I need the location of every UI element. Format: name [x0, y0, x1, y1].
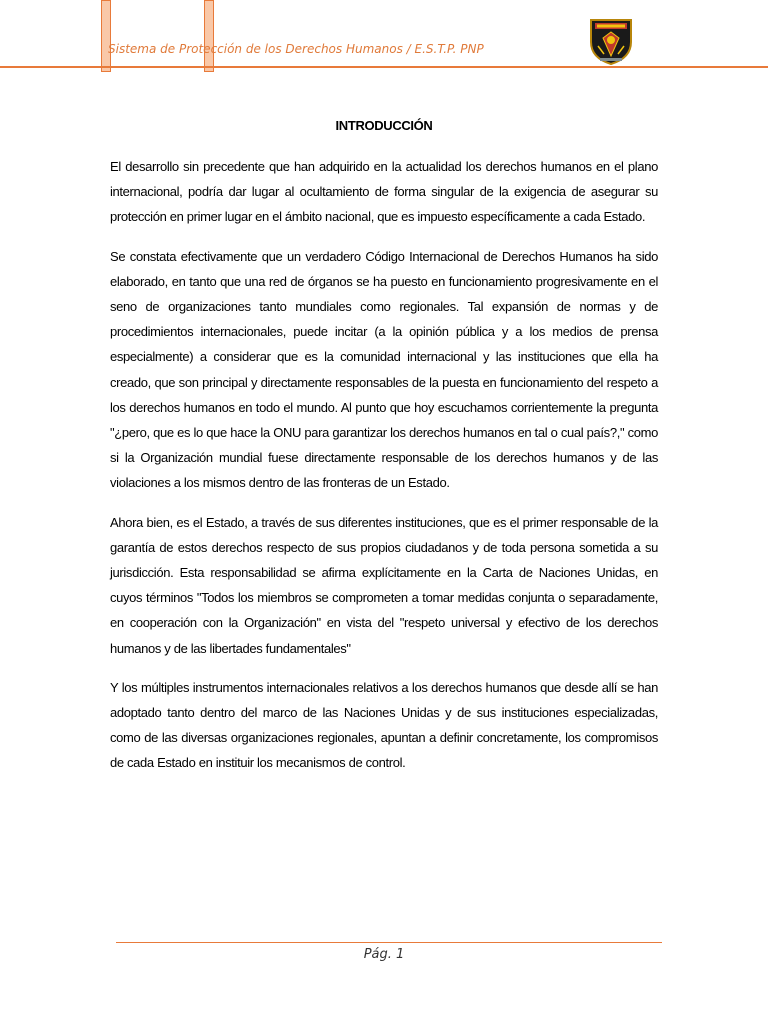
document-heading: INTRODUCCIÓN	[335, 118, 433, 133]
document-body	[110, 116, 658, 790]
header-decor-bar-right	[204, 0, 214, 72]
paragraph-4: Y los múltiples instrumentos internacionales relativos a los derechos humanos que desde allí se han adoptado tanto dentro del marco de las Naciones Unidas y de sus instituciones especializadas, como de las diversas organizaciones regionales, apuntan a definir concretamente, los compromisos de cada Estado en instituir los mecanismos de control.	[110, 679, 658, 771]
header-decor-bar-left	[101, 0, 111, 72]
footer-rule	[116, 942, 662, 943]
page-number: Pág. 1	[363, 947, 405, 962]
paragraph-3: Ahora bien, es el Estado, a través de sus diferentes instituciones, que es el primer responsable de la garantía de estos derechos respecto de sus propios ciudadanos y de toda persona sometida a su jurisdicción. Esta responsabilidad se afirma explícitamente en la Carta de Naciones Unidas, en cuyos términos "Todos los miembros se comprometen a tomar medidas conjunta o separadamente, en cooperación con la Organización" en vista del "respeto universal y efectivo de los derechos humanos y de las libertades fundamentales"	[110, 514, 658, 656]
paragraph-1: El desarrollo sin precedente que han adquirido en la actualidad los derechos humanos en el plano internacional, podría dar lugar al ocultamiento de forma singular de la exigencia de asegurar su protección en primer lugar en el ámbito nacional, que es impuesto específicamente a cada Estado.	[110, 159, 658, 225]
header-title: Sistema de Protección de los Derechos Humanos / E.S.T.P. PNP	[108, 42, 484, 56]
header-rule	[0, 66, 768, 68]
police-shield-emblem-icon	[588, 16, 634, 66]
paragraph-2: Se constata efectivamente que un verdadero Código Internacional de Derechos Humanos ha sido elaborado, en tanto que una red de órganos se ha puesto en funcionamiento progresivamente en el seno de organizaciones tanto mundiales como regionales. Tal expansión de normas y de procedimientos internacionales, puede incitar (a la opinión pública y a los medios de prensa especialmente) a considerar que es la comunidad internacional y las instituciones que ella ha creado, que son principal y directamente responsables de la puesta en funcionamiento del respeto a los derechos humanos en todo el mundo. Al punto que hoy escuchamos corrientemente la pregunta "¿pero, que es lo que hace la ONU para garantizar los derechos humanos en tal o cual país?," como si la Organización mundial fuese directamente responsable de los derechos humanos y de las violaciones a los mismos dentro de las fronteras de un Estado.	[110, 248, 658, 491]
